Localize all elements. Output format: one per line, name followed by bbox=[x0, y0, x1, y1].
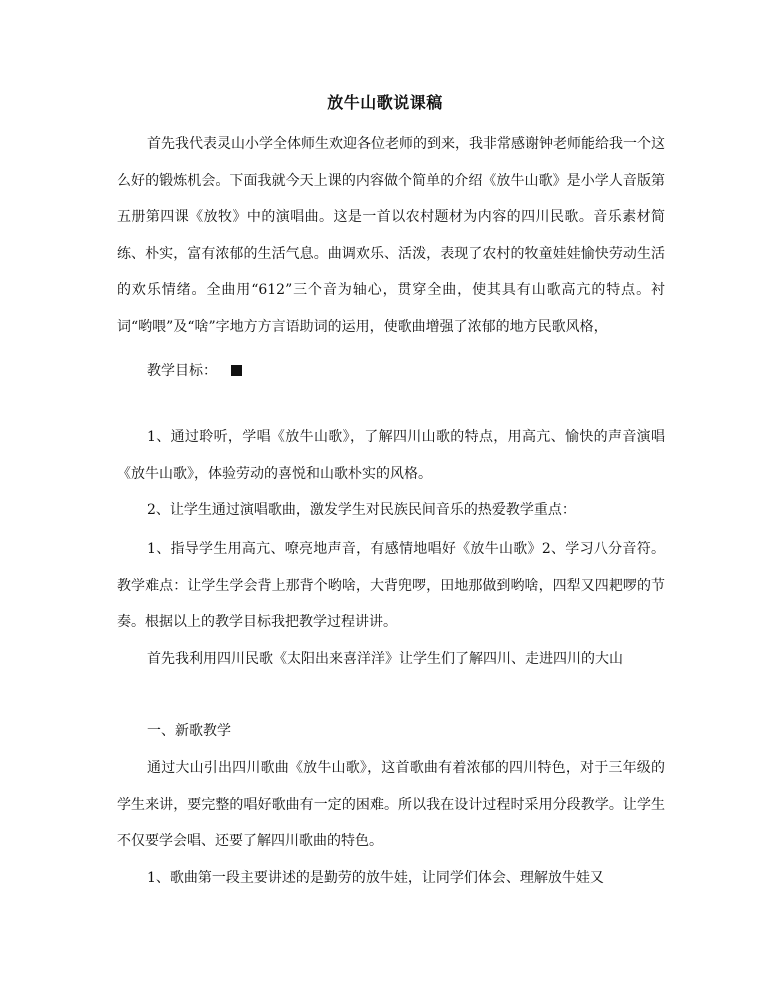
first-verse-paragraph: 1、歌曲第一段主要讲述的是勤劳的放牛娃，让同学们体会、理解放牛娃又 bbox=[147, 870, 604, 886]
teaching-goals-heading bbox=[117, 353, 665, 390]
new-song-paragraph: 通过大山引出四川歌曲《放牛山歌》，这首歌曲有着浓郁的四川特色，对于三年级的学生来讲，要完整的唱好歌曲有一定的困难。所以我在设计过程时采用分段教学。让学生不仅要学会唱、还要了解四川歌曲的特色。 bbox=[117, 760, 665, 849]
page-title: 放牛山歌说课稿 bbox=[327, 93, 443, 112]
goal-paragraph-2: 2、让学生通过演唱歌曲，激发学生对民族民间音乐的热爱教学重点： bbox=[147, 502, 576, 518]
key-points-paragraph: 1、指导学生用高亢、嘹亮地声音，有感情地唱好《放牛山歌》2、学习八分音符。教学难点：让学生学会背上那背个哟啥，大背兜啰，田地那做到哟啥，四犁又四耙啰的节奏。根据以上的教学目标我把教学过程讲讲。 bbox=[117, 541, 665, 630]
goal-paragraph-1: 1、通过聆听，学唱《放牛山歌》，了解四川山歌的特点，用高亢、愉快的声音演唱《放牛山歌》，体验劳动的喜悦和山歌朴实的风格。 bbox=[117, 429, 665, 482]
intro-paragraph: 首先我代表灵山小学全体师生欢迎各位老师的到来，我非常感谢钟老师能给我一个这么好的锻炼机会。下面我就今天上课的内容做个简单的介绍《放牛山歌》是小学人音版第五册第四课《放牧》中的演唱曲。这是一首以农村题材为内容的四川民歌。音乐素材简练、朴实，富有浓郁的生活气息。曲调欢乐、活泼，表现了农村的牧童娃娃愉快劳动生活的欢乐情绪。全曲用“612”三个音为轴心，贯穿全曲，使其具有山歌高亢的特点。衬词“哟喂”及“啥”字地方方言语助词的运用，使歌曲增强了浓郁的地方民歌风格， bbox=[117, 136, 665, 335]
black-square-icon bbox=[231, 365, 242, 376]
intro-song-paragraph: 首先我利用四川民歌《太阳出来喜洋洋》让学生们了解四川、走进四川的大山 bbox=[147, 651, 623, 667]
teaching-goals-label: 教学目标： bbox=[147, 363, 217, 379]
section-heading-new-song: 一、新歌教学 bbox=[147, 723, 231, 739]
